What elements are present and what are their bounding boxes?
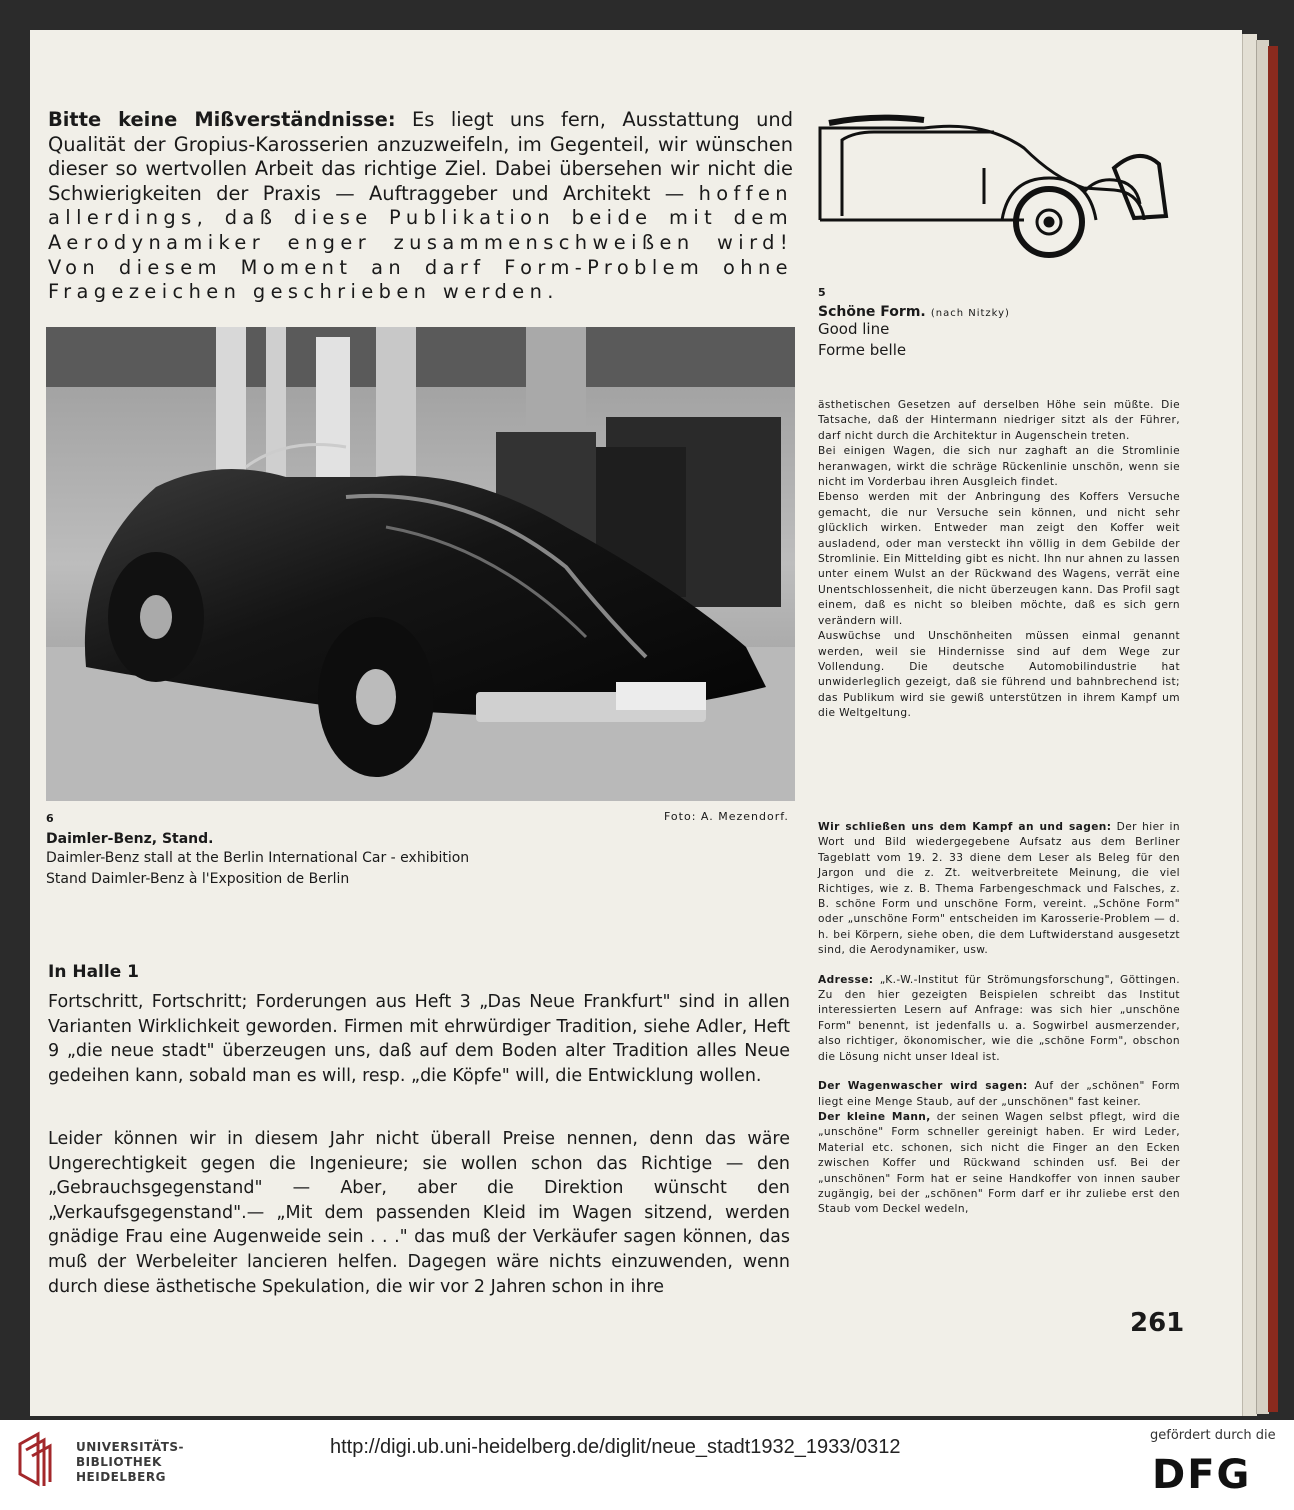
car-line-drawing: [814, 108, 1204, 278]
intro-spaced-text: hoffen allerdings, daß diese Publikation beide mit dem Aerodynamiker enger zusammenschweißen wird! Von diesem Moment an darf Form-Problem ohne Fragezeichen geschrieben werden.: [48, 181, 793, 304]
intro-paragraph: [48, 108, 793, 305]
paragraph-lead: Wir schließen uns dem Kampf an und sagen:: [818, 821, 1112, 833]
library-name-line-1: UNIVERSITÄTS-: [76, 1440, 185, 1454]
photo-illustration: [46, 327, 795, 801]
figure-5-caption: [818, 301, 1010, 320]
figure-5-number: 5: [818, 286, 826, 299]
paragraph-text: „K.-W.-Institut für Strömungsforschung", Göttingen. Zu den hier gezeigten Beispielen schreibt das Institut interessierten Lesern auf Anfrage: was sich hier „unschöne Form" benennt, ist jedenfalls u. a. Sogwirbel ausmerzender, also richtiger, ökonomischer, wie die „schöne Form", obschon die Lösung nicht unser Ideal ist.: [818, 973, 1180, 1063]
source-url-link[interactable]: http://digi.ub.uni-heidelberg.de/diglit/neue_stadt1932_1933/0312: [330, 1436, 901, 1458]
right-paragraph: Bei einigen Wagen, die sich nur zaghaft an die Stromlinie heranwagen, wirkt die schräge Rückenlinie unschön, wenn sie nicht im Vorderbau ihren Ausgleich findet.: [818, 445, 1180, 489]
figure-6-english: Daimler-Benz stall at the Berlin International Car - exhibition: [46, 850, 470, 866]
library-name-line-2: BIBLIOTHEK: [76, 1455, 162, 1469]
paragraph-text: der seinen Wagen selbst pflegt, wird die „unschöne" Form schneller gereinigt haben. Er wird Leder, Material etc. schonen, sich nicht die Finger an den Ecken zwischen Koffer und Rückwand schinden usf. Bei der „unschönen" Form hat er seine Handkoffer von innen sauber zugängig, bei der „schönen" Form darf er ihr zuliebe erst den Staub vom Deckel wedeln,: [818, 1110, 1180, 1216]
figure-5-english: Good line: [818, 320, 890, 338]
library-name-line-3: HEIDELBERG: [76, 1470, 166, 1484]
intro-text: Es liegt uns fern, Ausstattung und Qualität der Gropius-Karosserien anzuzweifeln, im Gegenteil, wir wünschen dieser so wertvollen Arbeit das richtige Ziel. Dabei übersehen wir nicht die Schwierigkeiten der Praxis — Auftraggeber und Architekt —: [48, 108, 794, 205]
university-library-logo: [14, 1430, 70, 1488]
figure-6-title: Daimler-Benz, Stand.: [46, 831, 214, 847]
funding-note: gefördert durch die: [1150, 1428, 1276, 1443]
right-paragraph: Ebenso werden mit der Anbringung des Koffers Versuche gemacht, die nur Versuche sein können, und nicht sehr glücklich wirken. Entweder man zeigt den Koffer weit ausladend, oder man versteckt ihn völlig in dem Gebilde der Stromlinie. Ein Mittelding gibt es nicht. Ihn nur ahnen zu lassen unter einem Wulst an der Rückwand des Wagens, verrät eine Unentschlossenheit, die nicht überzeugen kann. Das Profil sagt einem, daß es nicht so bleiben möchte, daß es sich gern verändern will.: [818, 491, 1180, 627]
paragraph-lead: Der kleine Mann,: [818, 1110, 931, 1123]
page-number: 261: [1130, 1308, 1185, 1338]
right-paragraph: [818, 973, 1180, 1065]
right-column-lower: [818, 820, 1180, 1218]
dfg-logo: DFG: [1152, 1452, 1252, 1498]
right-paragraph: ästhetischen Gesetzen auf derselben Höhe sein müßte. Die Tatsache, daß der Hintermann niedriger sitzt als der Führer, darf nicht durch die Architektur in Augenschein treten.: [818, 399, 1180, 442]
photo-credit: Foto: A. Mezendorf.: [664, 810, 789, 823]
footer-bar: [0, 1420, 1294, 1510]
right-column-upper: [818, 398, 1180, 722]
intro-lead: Bitte keine Mißverständnisse:: [48, 108, 396, 131]
figure-5-note: (nach Nitzky): [930, 308, 1010, 319]
paragraph-lead: Der Wagenwascher wird sagen:: [818, 1080, 1028, 1093]
page-edge: [1242, 34, 1257, 1416]
book-cover-edge: [1268, 46, 1278, 1412]
paragraph-text: Der hier in Wort und Bild wiedergegebene Aufsatz aus dem Berliner Tageblatt vom 19. 2. 33 diene dem Leser als Beleg für den Jargon und die z. Zt. weitverbreitete Meinung, die viel Richtiges, wie z. B. Thema Farbengeschmack und Falsches, z. B. schöne Form und unschöne Form, vereint. „Schöne Form" oder „unschöne Form" entscheiden im Karosserie-Problem — d. h. bei Körpern, siehe oben, die dem Luftwiderstand ausgesetzt sind, die Aerodynamiker, usw.: [818, 821, 1180, 957]
paragraph-text: Auf der „schönen" Form liegt eine Menge Staub, auf der „unschönen" fast keiner.: [818, 1080, 1180, 1108]
main-paragraph-1: Fortschritt, Fortschritt; Forderungen aus Heft 3 „Das Neue Frankfurt" sind in allen Varianten Wirklichkeit geworden. Firmen mit ehrwürdiger Tradition, siehe Adler, Heft 9 „die neue stadt" überzeugen uns, daß auf dem Boden alter Tradition alles Neue gedeihen kann, sobald man es will, resp. „die Köpfe" will, die Entwicklung wollen.: [48, 992, 790, 1086]
daimler-benz-photograph: [46, 327, 795, 801]
section-heading: In Halle 1: [48, 962, 139, 982]
figure-6-number: 6: [46, 812, 54, 825]
figure-6-french: Stand Daimler-Benz à l'Exposition de Berlin: [46, 871, 350, 887]
figure-5-french: Forme belle: [818, 341, 907, 359]
figure-5-title: Schöne Form.: [818, 304, 926, 320]
right-paragraph: [818, 820, 1180, 959]
right-paragraph: [818, 1079, 1180, 1110]
right-paragraph: Auswüchse und Unschönheiten müssen einmal genannt werden, weil sie Hindernisse sind auf dem Wege zur Vollendung. Die deutsche Automobilindustrie hat unwiderleglich gezeigt, daß sie führend und bahnbrechend ist; das Publikum wird sie gewiß unterstützen in ihrem Kampf um die Weltgeltung.: [818, 630, 1180, 720]
paragraph-lead: Adresse:: [818, 973, 874, 986]
right-paragraph: [818, 1110, 1180, 1218]
main-paragraph-2: Leider können wir in diesem Jahr nicht überall Preise nennen, denn das wäre Ungerechtigkeit gegen die Ingenieure; sie wollen schon das Richtige — den „Gebrauchsgegenstand" — Aber, aber die Direktion wünscht den „Verkaufsgegenstand".— „Mit dem passenden Kleid im Wagen sitzend, werden gnädige Frau eine Augenweide sein . . ." das muß der Verkäufer sagen können, das muß der Werbeleiter lancieren helfen. Dagegen wäre nichts einzuwenden, wenn durch diese ästhetische Spekulation, die wir vor 2 Jahren schon in ihre: [48, 1129, 790, 1297]
